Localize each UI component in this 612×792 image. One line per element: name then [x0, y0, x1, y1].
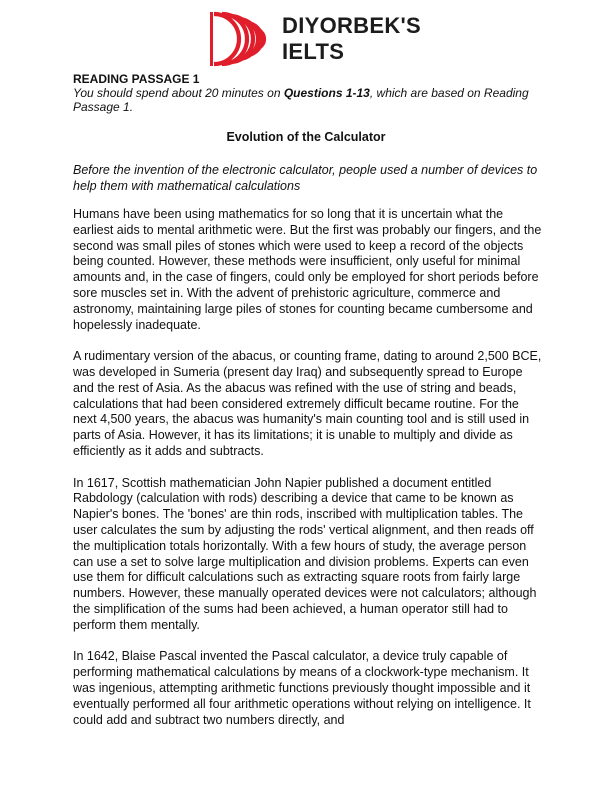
passage-label: READING PASSAGE 1 — [73, 72, 200, 86]
article-body — [73, 207, 545, 744]
passage-instructions — [73, 86, 543, 114]
brand-logo-mark-icon — [210, 10, 272, 68]
article-intro: Before the invention of the electronic calculator, people used a number of devices to help them with mathematical calculations — [73, 163, 538, 193]
instructions-questions: Questions 1-13 — [283, 86, 370, 100]
brand-name-line2: IELTS — [282, 39, 345, 64]
paragraph: In 1617, Scottish mathematician John Napier published a document entitled Rabdology (calculation with rods) describing a device that came to be known as Napier's bones. The 'bones' are thin rods, inscribed with multiplication tables. The user calculates the sum by adjusting the rods' vertical alignment, and then reads off the multiplication totals horizontally. With a few hours of study, the average person can use a set to solve large multiplication and division problems. Experts can even use them for difficult calculations such as extracting square roots from fairly large numbers. However, these manually operated devices were not calculators; although the simplification of the sums had been achieved, a human operator still had to perform them mentally. — [73, 475, 537, 632]
paragraph: A rudimentary version of the abacus, or counting frame, dating to around 2,500 BCE, was developed in Sumeria (present day Iraq) and subsequently spread to Europe and the rest of Asia. As the abacus was refined with the use of string and beads, calculations that had been considered extremely difficult became routine. For the next 4,500 years, the abacus was humanity's main counting tool and is still used in parts of Asia. However, it has its limitations; it is unable to multiply and divide as efficiently as it adds and subtracts. — [73, 349, 542, 458]
article-title: Evolution of the Calculator — [226, 130, 386, 144]
instructions-pre: You should spend about 20 minutes on — [73, 86, 284, 100]
passage-header — [73, 72, 543, 114]
paragraph: In 1642, Blaise Pascal invented the Pascal calculator, a device truly capable of performing mathematical calculations by means of a clockwork-type mechanism. It was ingenious, attempting arithmetic functions previously thought impossible and it eventually performed all four arithmetic operations without relying on intelligence. It could add and subtract two numbers directly, and — [73, 649, 531, 727]
paragraph: Humans have been using mathematics for so long that it is uncertain what the earliest aids to mental arithmetic were. But the first was probably our fingers, and the second was small piles of stones which were used to keep a record of the objects being counted. However, these methods were insufficient, only useful for minimal amounts and, in the case of fingers, could only be employed for short periods before sore muscles set in. With the advent of prehistoric agriculture, commerce and astronomy, maintaining large piles of stones for counting became cumbersome and hopelessly inadequate. — [73, 207, 542, 332]
brand-logo-text — [282, 13, 421, 65]
instructions-post: , which are based on Reading Passage 1. — [73, 86, 529, 114]
brand-logo — [210, 10, 450, 68]
brand-name-line1: DIYORBEK'S — [282, 13, 422, 38]
